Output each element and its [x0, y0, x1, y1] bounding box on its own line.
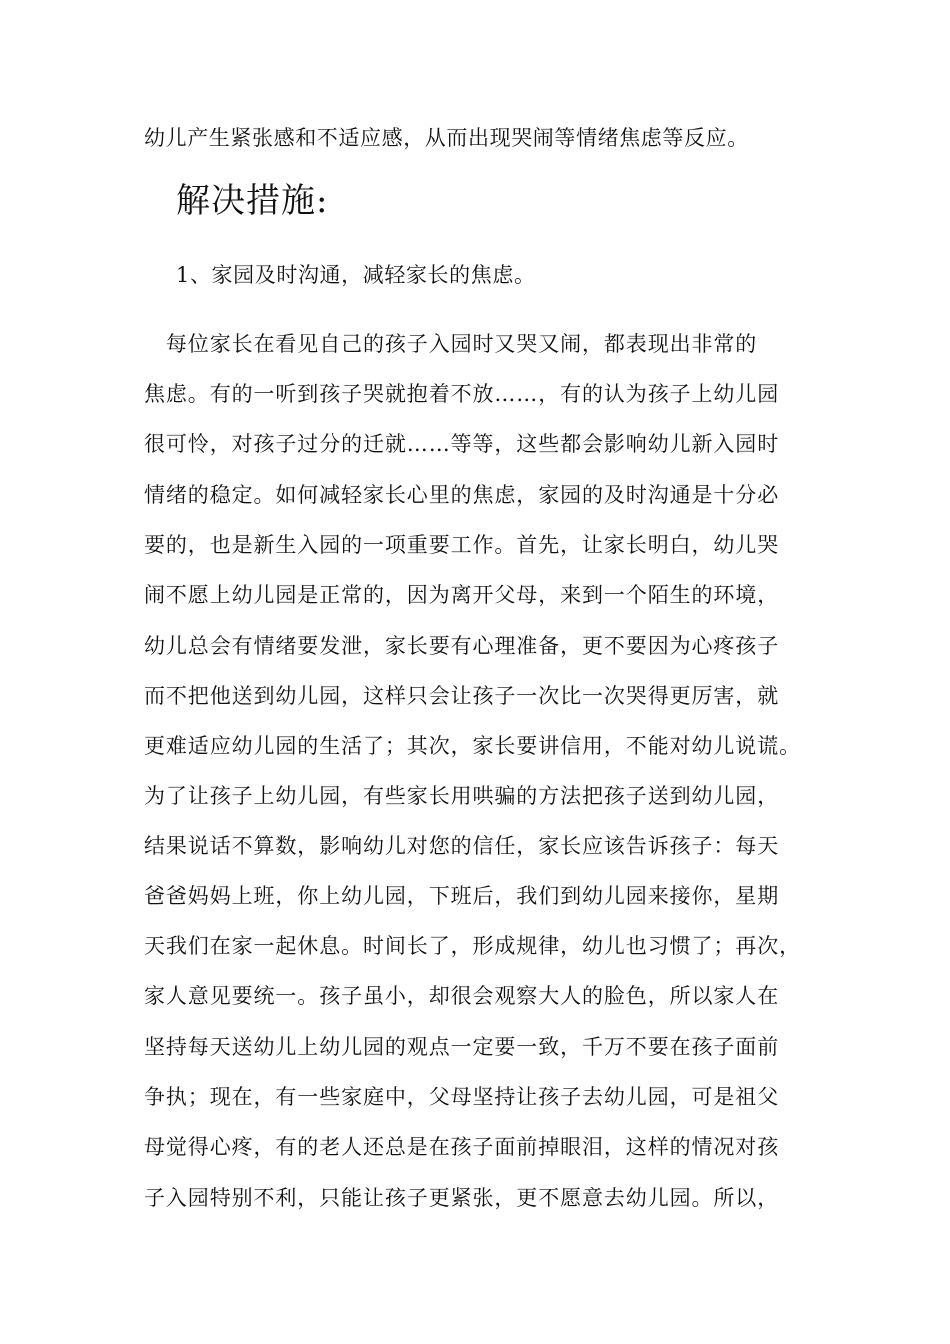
paragraph-line: 爸爸妈妈上班，你上幼儿园，下班后，我们到幼儿园来接你，星期 [144, 884, 780, 908]
paragraph-line: 母觉得心疼，有的老人还总是在孩子面前掉眼泪，这样的情况对孩 [144, 1135, 780, 1159]
paragraph-line: 子入园特别不利，只能让孩子更紧张，更不愿意去幼儿园。所以， [144, 1186, 780, 1210]
paragraph-line: 而不把他送到幼儿园，这样只会让孩子一次比一次哭得更厉害，就 [144, 684, 780, 708]
paragraph-line: 更难适应幼儿园的生活了；其次，家长要讲信用，不能对幼儿说谎。 [144, 734, 801, 758]
paragraph-line: 天我们在家一起休息。时间长了，形成规律，幼儿也习惯了；再次， [144, 934, 801, 958]
list-item-1: 1、家园及时沟通，减轻家长的焦虑。 [176, 263, 536, 287]
paragraph-line: 要的，也是新生入园的一项重要工作。首先，让家长明白，幼儿哭 [144, 533, 780, 557]
paragraph-line: 很可怜，对孩子过分的迁就……等等，这些都会影响幼儿新入园时 [144, 432, 780, 456]
paragraph-line: 每位家长在看见自己的孩子入园时又哭又闹，都表现出非常的 [144, 332, 758, 356]
paragraph-line: 为了让孩子上幼儿园，有些家长用哄骗的方法把孩子送到幼儿园， [144, 784, 780, 808]
paragraph-line: 闹不愿上幼儿园是正常的，因为离开父母，来到一个陌生的环境， [144, 583, 780, 607]
paragraph-line: 结果说话不算数，影响幼儿对您的信任，家长应该告诉孩子：每天 [144, 834, 780, 858]
paragraph-line: 家人意见要统一。孩子虽小，却很会观察大人的脸色，所以家人在 [144, 984, 780, 1008]
section-heading: 解决措施: [176, 181, 329, 221]
paragraph-line: 争执；现在，有一些家庭中，父母坚持让孩子去幼儿园，可是祖父 [144, 1085, 780, 1109]
paragraph-line: 坚持每天送幼儿上幼儿园的观点一定要一致，千万不要在孩子面前 [144, 1035, 780, 1059]
paragraph-line: 焦虑。有的一听到孩子哭就抱着不放……，有的认为孩子上幼儿园 [144, 382, 780, 406]
paragraph-line: 幼儿总会有情绪要发泄，家长要有心理准备，更不要因为心疼孩子 [144, 634, 780, 658]
continuation-line: 幼儿产生紧张感和不适应感，从而出现哭闹等情绪焦虑等反应。 [144, 126, 749, 150]
paragraph-line: 情绪的稳定。如何减轻家长心里的焦虑，家园的及时沟通是十分必 [144, 483, 780, 507]
